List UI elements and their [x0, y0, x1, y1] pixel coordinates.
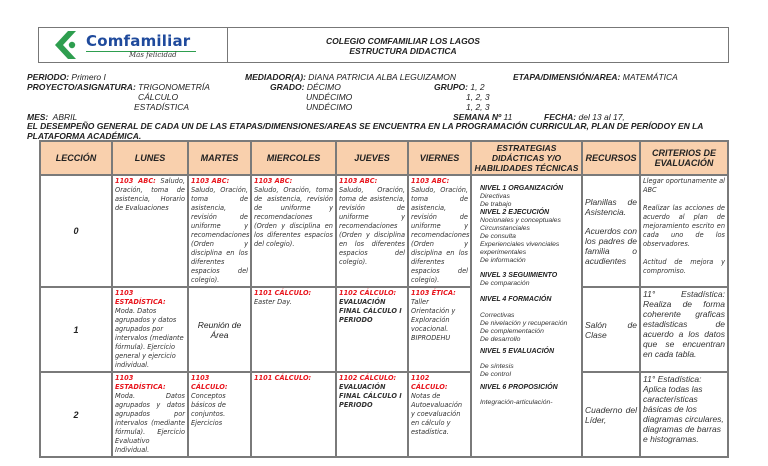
viernes-cell: 1103 ÉTICA: Taller Orientación y Exploración vocacional. BIPRODEHU — [408, 287, 471, 372]
lunes-cell: 1103 ESTADÍSTICA: Moda. Datos agrupados y datos agrupados por intervalos (mediante fórmula). Ejercicio general y ejercicio individual. — [112, 287, 188, 372]
comfamiliar-logo-icon — [54, 31, 80, 59]
lesson-number: 1 — [40, 287, 112, 372]
asignatura-3: ESTADÍSTICA — [134, 102, 190, 112]
lunes-cell: 1103 ABC: Saludo, Oración, toma de asistencia, Horario de Evaluaciones — [112, 175, 188, 287]
table-row — [40, 372, 728, 457]
col-miercoles: MIERCOLES — [251, 141, 336, 175]
col-viernes: VIERNES — [408, 141, 471, 175]
jueves-cell: 1102 CÁLCULO: EVALUACIÓN FINAL CÁLCULO I PERIODO — [336, 372, 408, 457]
martes-cell: 1103 ABC: Saludo, Oración, toma de asistencia, revisión de uniforme y recomendaciones (Orden y disciplina en los diferentes espacios del colegio). — [188, 175, 251, 287]
table-header-row — [40, 141, 728, 175]
mediador: MEDIADOR(A): DIANA PATRICIA ALBA LEGUIZAMON — [245, 72, 456, 82]
periodo: PERIODO: Primero I — [27, 72, 106, 82]
grado-3: UNDÉCIMO — [306, 102, 353, 112]
estrategias-cell: NIVEL 1 ORGANIZACIÓN Directivas De trabajo NIVEL 2 EJECUCIÓN Nocionales y conceptuales Circunstanciales De consulta Experienciales vivenciales experimentales De información NIVEL 3 SEGUIMIENTO De comparación NIVEL 4 FORMACIÓN Correctivas De nivelación y recuperación De complementación De desarrollo NIVEL 5 EVALUACIÓN De síntesis De control NIVEL 6 PROPOSICIÓN Integración-articulación- — [471, 175, 582, 457]
col-jueves: JUEVES — [336, 141, 408, 175]
viernes-cell: 1102 CÁLCULO: Notas de Autoevaluación y coevaluación en cálculo y estadística. — [408, 372, 471, 457]
miercoles-cell: 1101 CÁLCULO: — [251, 372, 336, 457]
proyecto-asignatura: PROYECTO/ASIGNATURA: TRIGONOMETRÍA — [27, 82, 210, 92]
recursos-cell: Planillas de Asistencia. Acuerdos con los padres de familia o acudientes — [582, 175, 640, 287]
grado: GRADO: DÉCIMO — [270, 82, 341, 92]
jueves-cell: 1103 ABC: Saludo, Oración, toma de asistencia, revisión de uniforme y recomendaciones (Orden y disciplina en los diferentes espacios del colegio). — [336, 175, 408, 287]
document-header — [38, 27, 729, 63]
miercoles-cell: 1103 ABC: Saludo, Oración, toma de asistencia, revisión de uniforme y recomendaciones (Orden y disciplina en los diferentes espacios del colegio). — [251, 175, 336, 287]
lesson-number: 0 — [40, 175, 112, 287]
criterios-cell: 11° Estadística: Realiza de forma coherente graficas estadisticas de acuerdo a los datos que se encuentran en cada tabla. — [640, 287, 728, 372]
col-martes: MARTES — [188, 141, 251, 175]
criterios-cell: Llegar oportunamente al ABC Realizar las acciones de acuerdo al plan de mejoramiento escrito en cada uno de los observadores. Actitud de mejora y compromiso. — [640, 175, 728, 287]
lesson-number: 2 — [40, 372, 112, 457]
criterios-cell: 11° Estadística: Aplica todas las características básicas de los diagramas circulares, diagramas de barras e histogramas. — [640, 372, 728, 457]
viernes-cell: 1103 ABC: Saludo, Oración, toma de asistencia, revisión de uniforme y recomendaciones (Orden y disciplina en los diferentes espacios del colegio). — [408, 175, 471, 287]
etapa-area: ETAPA/DIMENSIÓN/AREA: MATEMÁTICA — [513, 72, 678, 82]
table-row — [40, 287, 728, 372]
general-statement: EL DESEMPEÑO GENERAL DE CADA UN DE LAS ETAPAS/DIMENSIONES/AREAS SE ENCUENTRA EN LA PROGRAMACIÓN CURRICULAR, PLAN DE PERÍODOY EN LA — [27, 121, 704, 131]
recursos-cell: Cuaderno del Líder, — [582, 372, 640, 457]
col-estrategias: ESTRATEGIAS DIDÁCTICAS Y/O HABILIDADES TÉCNICAS — [471, 141, 582, 175]
jueves-cell: 1102 CÁLCULO: EVALUACIÓN FINAL CÁLCULO I PERIODO — [336, 287, 408, 372]
recursos-cell: Salón de Clase — [582, 287, 640, 372]
document-title — [228, 28, 728, 62]
mes: MES: ABRIL — [27, 112, 78, 122]
grupo-2: 1, 2, 3 — [466, 92, 490, 102]
col-criterios: CRITERIOS DE EVALUACIÓN — [640, 141, 728, 175]
title-line-1: COLEGIO COMFAMILIAR LOS LAGOS — [326, 36, 480, 46]
miercoles-cell: 1101 CÁLCULO: Easter Day. — [251, 287, 336, 372]
fecha: FECHA: del 13 al 17, — [544, 112, 625, 122]
title-line-2: ESTRUCTURA DIDACTICA — [349, 46, 457, 56]
col-lunes: LUNES — [112, 141, 188, 175]
asignatura-2: CÁLCULO — [138, 92, 179, 102]
logo — [39, 28, 228, 62]
semana: SEMANA Nº 11 — [453, 112, 513, 122]
general-statement-line2: PLATAFORMA ACADÉMICA. — [27, 131, 142, 141]
col-recursos: RECURSOS — [582, 141, 640, 175]
logo-tagline: Más felicidad — [129, 51, 177, 59]
lunes-cell: 1103 ESTADÍSTICA: Moda. Datos agrupados y datos agrupados por intervalos (mediante fórmula). Ejercicio Evaluativo Individual. — [112, 372, 188, 457]
didactic-structure-table — [39, 140, 729, 458]
martes-cell: 1103 CÁLCULO: Conceptos básicos de conjuntos. Ejercicios — [188, 372, 251, 457]
grupo: GRUPO: 1, 2 — [434, 82, 485, 92]
grupo-3: 1, 2, 3 — [466, 102, 490, 112]
martes-cell: Reunión de Área — [188, 287, 251, 372]
table-row — [40, 175, 728, 287]
logo-brand: Comfamiliar — [86, 32, 191, 50]
grado-2: UNDÉCIMO — [306, 92, 353, 102]
col-leccion: LECCIÓN — [40, 141, 112, 175]
